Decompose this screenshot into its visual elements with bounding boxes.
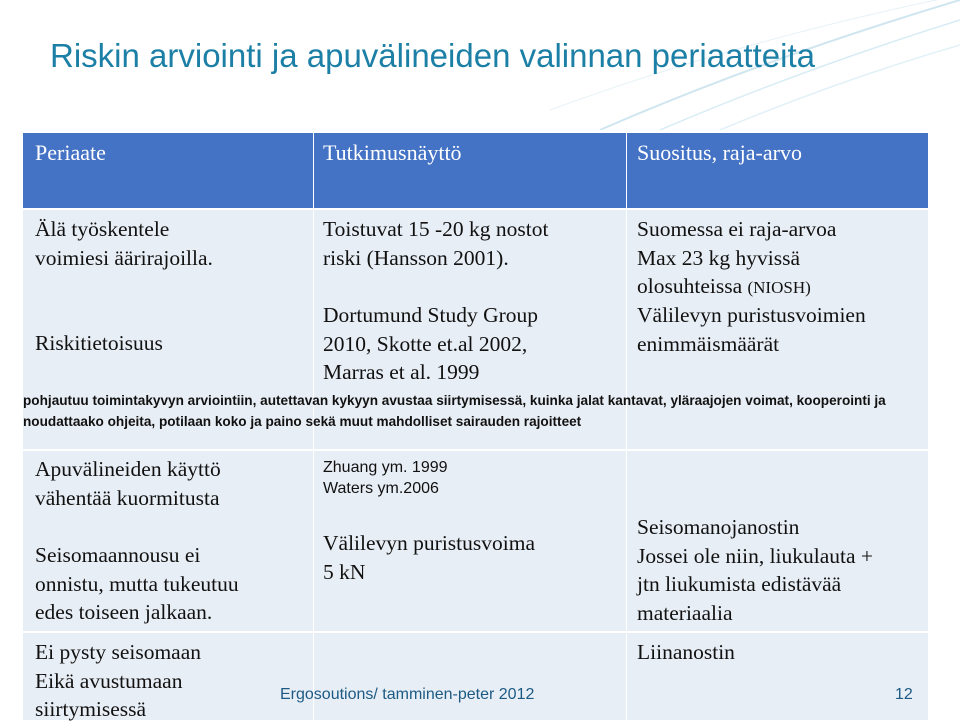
row2-evidence-force: Välilevyn puristusvoima 5 kN [323, 531, 535, 584]
row1-recommendation-disc: Välilevyn puristusvoimien enimmäismäärät [637, 303, 866, 356]
row1-principle-risk: Riskitietoisuus [35, 331, 163, 355]
row2-principle-standing: Seisomaannousu ei onnistu, mutta tukeutuu edes toiseen jalkaan. [35, 543, 239, 624]
row1-evidence-text: Toistuvat 15 -20 kg nostot riski (Hansson 2001). [323, 217, 549, 270]
assessment-note: pohjautuu toimintakyvyn arviointiin, autettavan kykyyn avustaa siirtymisessä, kuinka jalat kantavat, yläraajojen voimat, kooperointi ja noudattaako ohjeita, potilaan koko ja paino sekä muut mahdolliset sairauden rajoitteet [23, 393, 886, 429]
row2-recommendation: Seisomanojanostin Jossei ole niin, liukulauta + jtn liukumista edistävää materiaalia [637, 515, 874, 625]
row-divider [23, 208, 928, 210]
row2-principle-text: Apuvälineiden käyttö vähentää kuormitusta [35, 457, 221, 510]
row1-evidence-studies: Dortumund Study Group 2010, Skotte et.al 2002, Marras et al. 1999 [323, 303, 538, 384]
header-tutkimusnaytto: Tutkimusnäyttö [323, 140, 462, 165]
row2-evidence-refs: Zhuang ym. 1999 Waters ym.2006 [323, 459, 448, 497]
row-divider [23, 631, 928, 633]
row3-principle: Ei pysty seisomaan Eikä avustumaan siirtymisessä [35, 640, 202, 721]
page-number: 12 [895, 686, 913, 703]
row1-recommendation-main: Suomessa ei raja-arvoa Max 23 kg hyvissä olosuhteissa [637, 217, 837, 298]
row1-recommendation-text [637, 215, 836, 303]
slide-footer: Ergosoutions/ tamminen-peter 2012 [280, 686, 535, 703]
slide-title: Riskin arviointi ja apuvälineiden valinnan periaatteita [50, 37, 815, 74]
row3-recommendation: Liinanostin [637, 640, 735, 664]
header-suositus: Suositus, raja-arvo [637, 140, 802, 165]
row1-principle-text: Älä työskentele voimiesi äärirajoilla. [35, 217, 213, 270]
header-periaate: Periaate [35, 140, 106, 165]
row-divider [23, 449, 928, 451]
row1-recommendation-niosh: (NIOSH) [747, 278, 811, 297]
